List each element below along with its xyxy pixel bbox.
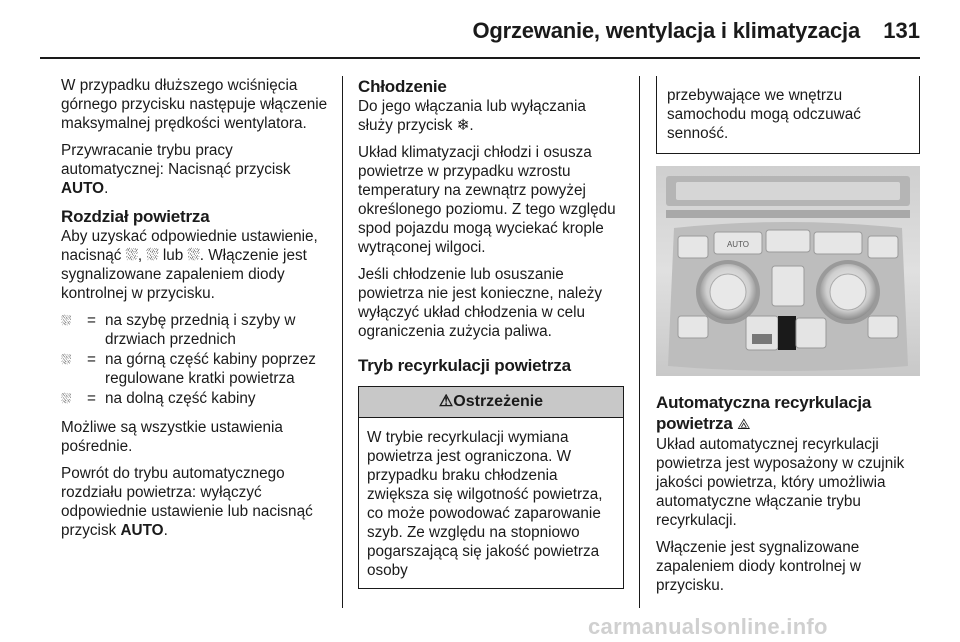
warning-continuation-box bbox=[656, 76, 920, 154]
climate-control-panel-photo bbox=[656, 166, 920, 376]
watermark: carmanualsonline.info bbox=[588, 614, 828, 639]
auto-label: AUTO bbox=[120, 522, 164, 539]
column-divider-1 bbox=[342, 76, 343, 608]
airflow-windscreen-icon: ⛆ bbox=[61, 313, 72, 328]
paragraph: Aby uzyskać odpowiednie ustawienie, nacisnąć ⛆, ⛆ lub ⛆. Włączenie jest sygnalizowane zapaleniem diody kontrolnej w przycisku. bbox=[61, 228, 318, 302]
paragraph: Włączenie jest sygnalizowane zapaleniem diody kontrolnej w przycisku. bbox=[656, 539, 861, 594]
section-heading: Tryb recyrkulacji powietrza bbox=[358, 356, 571, 375]
column-1 bbox=[61, 76, 331, 548]
legend-row bbox=[61, 311, 331, 349]
climate-panel-illustration bbox=[656, 166, 920, 376]
paragraph-end: . bbox=[163, 522, 168, 539]
legend-text: na dolną część kabiny bbox=[105, 390, 256, 407]
legend-equals: = bbox=[87, 390, 96, 407]
header-rule bbox=[40, 57, 920, 59]
warning-title: Ostrzeżenie bbox=[453, 393, 544, 410]
legend-text: na górną część kabiny poprzez regulowane kratki powietrza bbox=[105, 351, 316, 387]
paragraph-end: . bbox=[104, 180, 109, 197]
paragraph: Możliwe są wszystkie ustawienia pośrednie. bbox=[61, 419, 283, 455]
auto-recirculation-icon: ⟁ bbox=[737, 416, 751, 433]
airflow-footwell-icon: ⛆ bbox=[61, 391, 72, 406]
paragraph: Do jego włączania lub wyłączania służy przycisk ❄. bbox=[358, 98, 586, 134]
paragraph-text: Powrót do trybu automatycznego rozdziału powietrza: wyłączyć odpowiednie ustawienie lub nacisnąć przycisk bbox=[61, 465, 313, 539]
airflow-vents-icon: ⛆ bbox=[61, 352, 72, 367]
paragraph bbox=[61, 464, 331, 540]
warning-icon: ⚠ bbox=[438, 393, 454, 410]
warning-header bbox=[359, 386, 623, 418]
legend-row bbox=[61, 350, 331, 388]
legend-row bbox=[61, 389, 331, 408]
auto-label: AUTO bbox=[61, 180, 105, 197]
paragraph: Układ automatycznej recyrkulacji powietrza jest wyposażony w czujnik jakości powietrza, który umożliwia automatyczne włączanie trybu recyrkulacji. bbox=[656, 436, 905, 529]
page-title: Ogrzewanie, wentylacja i klimatyzacja bbox=[472, 18, 860, 43]
column-divider-2 bbox=[639, 76, 640, 608]
warning-continuation-text: przebywające we wnętrzu samochodu mogą odczuwać senność. bbox=[667, 87, 861, 142]
column-3 bbox=[656, 76, 920, 603]
paragraph: Jeśli chłodzenie lub osuszanie powietrza nie jest konieczne, należy wyłączyć układ chłodzenia w celu ograniczenia zużycia paliwa. bbox=[358, 266, 603, 340]
paragraph bbox=[61, 141, 331, 198]
paragraph-text: Przywracanie trybu pracy automatycznej: Nacisnąć przycisk bbox=[61, 142, 291, 178]
paragraph: W przypadku dłuższego wciśnięcia górnego przycisku następuje włączenie maksymalnej prędkości wentylatora. bbox=[61, 77, 328, 132]
warning-text: W trybie recyrkulacji wymiana powietrza jest ograniczona. W przypadku braku chłodzenia zwiększa się wilgotność powietrza, co może powodować zaparowanie szyb. Ze względu na stopniowo pogarszającą się jakość powietrza osoby bbox=[367, 429, 603, 579]
section-heading: Rozdział powietrza bbox=[61, 207, 210, 226]
legend-text: na szybę przednią i szyby w drzwiach przednich bbox=[105, 312, 296, 348]
legend-equals: = bbox=[87, 312, 96, 329]
legend-equals: = bbox=[87, 351, 96, 368]
page-number: 131 bbox=[883, 18, 920, 43]
auto-button-label: AUTO bbox=[726, 240, 750, 249]
paragraph: Układ klimatyzacji chłodzi i osusza powietrze w przypadku wzrostu temperatury na zewnątrz powyżej określonego poziomu. Z tego względu spod pojazdu mogą wyciekać krople wytrąconej wilgoci. bbox=[358, 144, 616, 256]
warning-box bbox=[358, 386, 624, 589]
section-heading bbox=[656, 392, 920, 435]
symbol-legend bbox=[61, 311, 331, 408]
section-heading-text: Automatyczna recyrkulacja powietrza bbox=[656, 393, 872, 433]
column-2 bbox=[358, 76, 624, 589]
section-heading: Chłodzenie bbox=[358, 77, 447, 96]
